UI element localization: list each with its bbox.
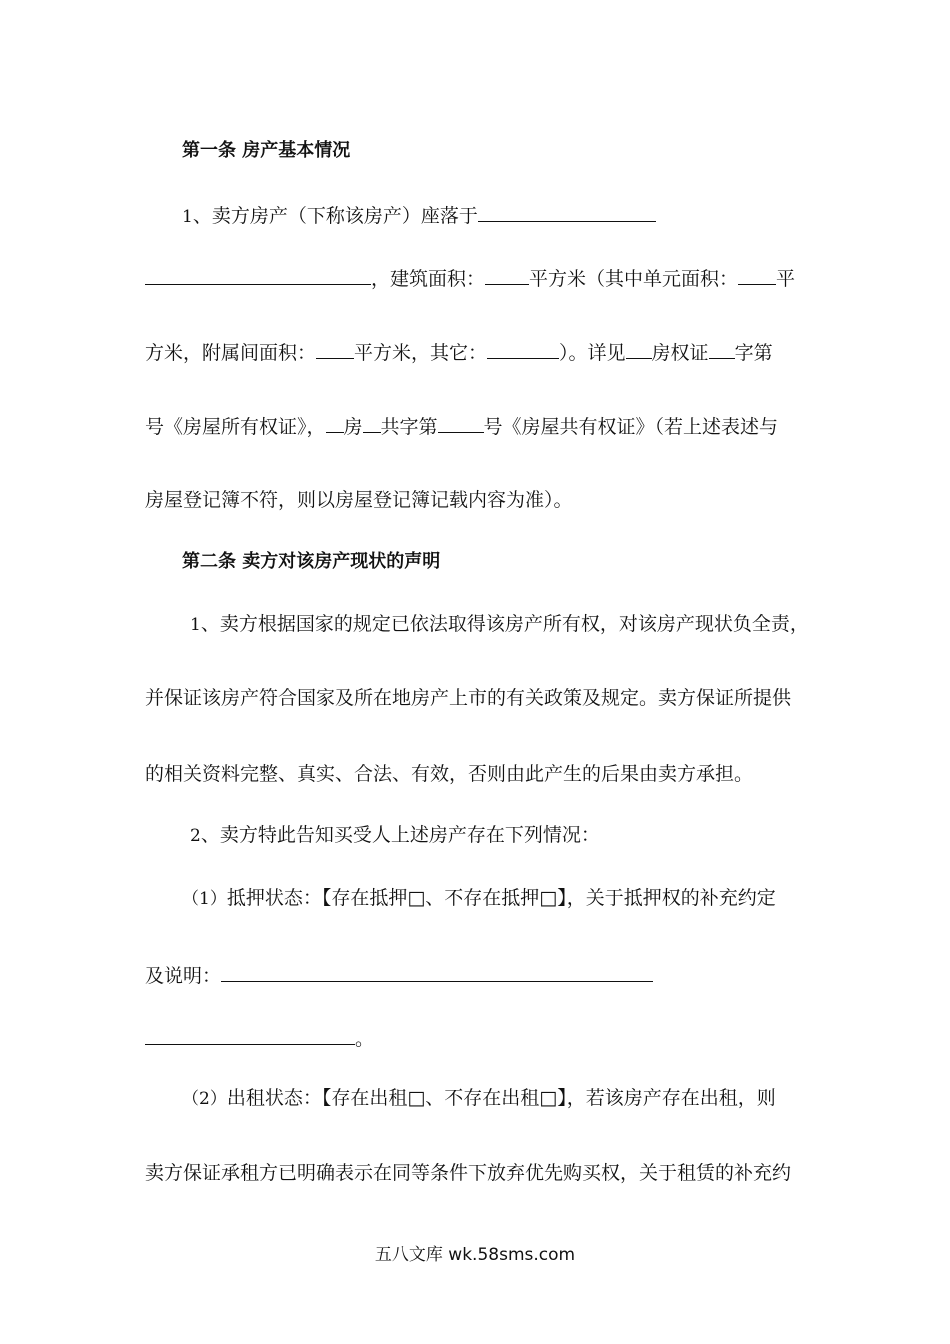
article-1-line-3 <box>145 338 825 365</box>
text-span: 平方米（其中单元面积： <box>529 268 739 290</box>
article-1-line-1 <box>182 201 862 229</box>
cert-word-blank <box>709 338 735 359</box>
text-span: 、卖方根据国家的规定已依法取得该房产所有权，对该房产现状负全责， <box>200 613 809 635</box>
article-1-line-5: 房屋登记簿不符，则以房屋登记簿记载内容为准）。 <box>145 489 573 511</box>
article-2-para-1-line-2: 并保证该房产符合国家及所在地房产上市的有关政策及规定。卖方保证所提供 <box>145 687 792 709</box>
annex-area-blank <box>316 338 354 359</box>
lease-line-2: 卖方保证承租方已明确表示在同等条件下放弃优先购买权，关于租赁的补充约 <box>145 1162 792 1184</box>
text-span: 方米，附属间面积： <box>145 342 317 364</box>
joint-cert-blank-2 <box>363 412 381 433</box>
text-span: 及说明： <box>145 965 222 987</box>
cert-prefix-blank <box>626 338 652 359</box>
item-number: 1 <box>190 615 201 635</box>
mortgage-line-1 <box>182 886 862 911</box>
item-number: 1 <box>182 207 193 227</box>
text-span: 抵押状态：【存在抵押□、不存在抵押□】，关于抵押权的补充约定 <box>226 887 776 909</box>
other-blank <box>487 338 559 359</box>
address-blank <box>478 201 656 222</box>
text-span: 出租状态：【存在出租□、不存在出租□】，若该房产存在出租，则 <box>226 1087 776 1109</box>
unit-area-blank <box>738 264 776 285</box>
text-span: 平 <box>776 268 796 290</box>
item-number: 2 <box>190 826 201 846</box>
article-2-heading: 第二条 卖方对该房产现状的声明 <box>182 551 441 572</box>
joint-cert-blank-1 <box>326 412 344 433</box>
text-span: ，建筑面积： <box>371 268 486 290</box>
text-span: 。 <box>355 1028 375 1050</box>
text-span: 房权证 <box>651 342 709 364</box>
mortgage-note-blank-2 <box>145 1024 355 1045</box>
article-1-line-4 <box>145 412 825 439</box>
joint-cert-number-blank <box>438 412 484 433</box>
text-span: 字第 <box>734 342 773 364</box>
text-span: 号《房屋共有权证》（若上述表述与 <box>483 416 779 438</box>
text-span: 、卖方特此告知买受人上述房产存在下列情况： <box>200 824 600 846</box>
item-number: （1） <box>182 889 227 909</box>
mortgage-line-2 <box>145 961 825 988</box>
text-span: 平方米，其它： <box>354 342 488 364</box>
lease-line-1 <box>182 1086 862 1111</box>
item-number: （2） <box>182 1089 227 1109</box>
mortgage-note-blank <box>221 961 653 982</box>
article-2-para-1-line-3: 的相关资料完整、真实、合法、有效，否则由此产生的后果由卖方承担。 <box>145 763 754 785</box>
text-span: 房 <box>343 416 363 438</box>
article-2-para-1-line-1 <box>190 612 870 637</box>
mortgage-line-3 <box>145 1024 825 1051</box>
footer-watermark: 五八文库 wk.58sms.com <box>374 1245 576 1265</box>
text-span: 共字第 <box>380 416 438 438</box>
article-2-para-2 <box>190 823 870 848</box>
text-span: 、卖方房产（下称该房产）座落于 <box>192 205 478 227</box>
address-blank-2 <box>145 264 371 285</box>
building-area-blank <box>485 264 529 285</box>
article-1-line-2 <box>145 264 825 291</box>
text-span: 号《房屋所有权证》， <box>145 416 326 438</box>
article-1-heading: 第一条 房产基本情况 <box>182 140 351 161</box>
text-span: ）。详见 <box>559 342 626 364</box>
